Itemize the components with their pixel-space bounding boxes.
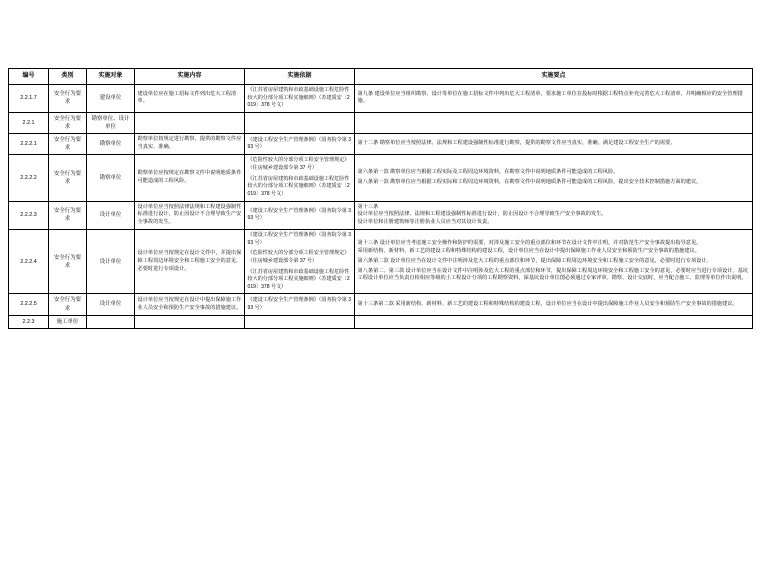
cell-content: 建设单位应在施工招标文件列出危大工程清单。 <box>135 85 245 113</box>
table-header <box>9 69 753 85</box>
cell-object: 设计单位 <box>87 201 135 229</box>
point-item: 第九条 建设单位应当组织勘察、设计等单位在施工招标文件中列出危大工程清单，要求施工单位在投标时根据工程特点补充完善危大工程清单，并明确相应的安全管理措施。 <box>357 90 743 105</box>
cell-points <box>355 315 753 328</box>
cell-points <box>355 201 753 229</box>
basis-item: 《建设工程安全生产管理条例》（国务院令第 393 号） <box>247 136 352 151</box>
cell-basis <box>245 85 355 113</box>
table-header-row <box>9 69 753 85</box>
point-item: 第十三条 <box>357 203 379 210</box>
basis-item: 《建设工程安全生产管理条例》（国务院令第 393 号） <box>247 207 352 222</box>
cell-code: 2.2.2.3 <box>9 201 49 229</box>
cell-content: 设计单位应当按规定在设计中提出保障施工作业人员安全和预防生产安全事故的措施建议。 <box>135 294 245 315</box>
cell-category: 安全行为要求 <box>49 134 87 155</box>
point-item: 第十二条 勘察单位应当按照法律、法规和工程建设强制性标准进行勘察，提供的勘察文件应当真实、准确，满足建设工程安全生产的需要。 <box>357 140 676 147</box>
basis-item: 《江苏省房屋建筑和市政基础设施工程危险性较大的分部分项工程实施细则》（苏建质安〔2019〕378 号文） <box>247 87 350 109</box>
cell-category: 安全行为要求 <box>49 155 87 201</box>
cell-object: 勘察单位、设计单位 <box>87 112 135 133</box>
basis-item: 《建设工程安全生产管理条例》（国务院令第 393 号） <box>247 296 352 311</box>
cell-object: 勘察单位 <box>87 134 135 155</box>
table-row <box>9 85 753 113</box>
point-item: 采用新结构、新材料、新工艺的建设工程和特殊结构的建设工程，设计单位应当在设计中提出保障施工作业人员安全和预防生产安全事故的措施建议。 <box>357 248 700 254</box>
point-item: 第十三条 设计单位应当考虑施工安全操作和防护的需要，对涉及施工安全的重点部位和环节在设计文件中注明，并对防范生产安全事故提出指导意见。 <box>357 240 702 247</box>
column-header-basis: 实施依据 <box>245 69 355 85</box>
cell-category: 安全行为要求 <box>49 229 87 293</box>
point-item: 第八条第一款 勘察单位应当根据工程实际和工程周边环境资料，在勘察文件中说明地质条件可能造成的工程风险，提出安全技术控制措施方面的建议。 <box>357 178 702 185</box>
cell-points <box>355 294 753 315</box>
table-body <box>9 85 753 329</box>
cell-code: 2.2.2.4 <box>9 229 49 293</box>
table-row <box>9 201 753 229</box>
basis-item: 《建设工程安全生产管理条例》（国务院令第 393 号） <box>247 231 352 246</box>
table-row <box>9 229 753 293</box>
table-row <box>9 134 753 155</box>
cell-object: 设计单位 <box>87 229 135 293</box>
basis-item: 《危险性较大的分部分项工程安全管理规定》（住房城乡建设部令第 37 号） <box>247 157 350 171</box>
cell-basis <box>245 201 355 229</box>
cell-basis <box>245 294 355 315</box>
point-item: 第六条第一款 勘察单位应当根据工程实际及工程周边环境资料，在勘察文件中说明地质条件可能造成的工程风险。 <box>357 169 619 176</box>
basis-item: 《危险性较大的分部分项工程安全管理规定》（住房城乡建设部令第 37 号） <box>247 250 350 264</box>
cell-points <box>355 112 753 133</box>
cell-content: 勘察单位应按规定在勘察文件中说明地质条件可能造成的工程风险。 <box>135 155 245 201</box>
cell-content: 设计单位应当按规定在设计文件中，并提出保障工程周边环境安全和工程施工安全的意见，必要时进行专项设计。 <box>135 229 245 293</box>
cell-category: 安全行为要求 <box>49 112 87 133</box>
point-item: 第八条第二、第三款 设计单位应当在设计文件中注明涉及危大工程的重点部位和环节，提出保障工程周边环境安全和工程施工安全的意见，必要时应当进行专项设计。基坑工程设计单位应当负责自检相应等级的土工程设计分项的工程勘察资料，深基坑设计单位图必须通过专家评审。勘察、设计交底时，应当配合施工、监理等单位作出说明。 <box>357 267 749 282</box>
cell-basis <box>245 229 355 293</box>
table-row <box>9 155 753 201</box>
point-item: 设计单位和注册建筑师等注册执业人员应当对其设计负责。 <box>357 219 493 226</box>
column-header-points: 实施要点 <box>355 69 753 85</box>
cell-content: 设计单位应当按照法律法规和工程建设强制性标准进行设计，防止因设计不合理导致生产安全事故的发生。 <box>135 201 245 229</box>
safety-requirements-table <box>8 68 753 329</box>
cell-points <box>355 229 753 293</box>
cell-code: 2.2.3 <box>9 315 49 328</box>
cell-category: 施工单位 <box>49 315 87 328</box>
cell-code: 2.2.2.1 <box>9 134 49 155</box>
cell-basis <box>245 315 355 328</box>
table-row <box>9 112 753 133</box>
cell-code: 2.2.1.7 <box>9 85 49 113</box>
basis-item: 《江苏省房屋建筑和市政基础设施工程危险性较大的分部分项工程实施细则》（苏建质安〔2019〕378 号文） <box>247 175 350 197</box>
cell-content: 勘察单位按规定进行勘察，提供的勘察文件应当真实、准确。 <box>135 134 245 155</box>
cell-code: 2.2.2.2 <box>9 155 49 201</box>
basis-item: 《江苏省房屋建筑和市政基础设施工程危险性较大的分部分项工程实施细则》（苏建质安〔2019〕378 号文） <box>247 268 350 290</box>
column-header-content: 实施内容 <box>135 69 245 85</box>
cell-basis <box>245 155 355 201</box>
cell-basis <box>245 112 355 133</box>
cell-object: 建设单位 <box>87 85 135 113</box>
cell-object: 设计单位 <box>87 294 135 315</box>
column-header-code: 编号 <box>9 69 49 85</box>
cell-code: 2.2.2.5 <box>9 294 49 315</box>
table-row <box>9 315 753 328</box>
point-item: 第六条第二款 设计单位应当在设计文件中注明涉及危大工程的重点部位和环节，提出保障工程周边环境安全和工程施工安全的意见，必要时进行专项设计。 <box>357 257 712 264</box>
point-item: 设计单位应当按照法律、法规和工程建设强制性标准进行设计，防止因设计不合理导致生产安全事故的发生。 <box>357 211 607 218</box>
cell-category: 安全行为要求 <box>49 294 87 315</box>
cell-category: 安全行为要求 <box>49 201 87 229</box>
column-header-category: 类别 <box>49 69 87 85</box>
cell-content <box>135 315 245 328</box>
cell-code: 2.2.1 <box>9 112 49 133</box>
cell-points <box>355 85 753 113</box>
cell-object: 勘察单位 <box>87 155 135 201</box>
table-row <box>9 294 753 315</box>
cell-points <box>355 134 753 155</box>
cell-points <box>355 155 753 201</box>
column-header-object: 实施对象 <box>87 69 135 85</box>
cell-object <box>87 315 135 328</box>
point-item: 第十三条第二款 采用新结构、新材料、新工艺的建设工程和特殊结构的建设工程，设计单位应当在设计中提出保障施工作业人员安全和预防生产安全事故的措施建议。 <box>357 300 738 307</box>
cell-category: 安全行为要求 <box>49 85 87 113</box>
cell-content <box>135 112 245 133</box>
cell-basis <box>245 134 355 155</box>
